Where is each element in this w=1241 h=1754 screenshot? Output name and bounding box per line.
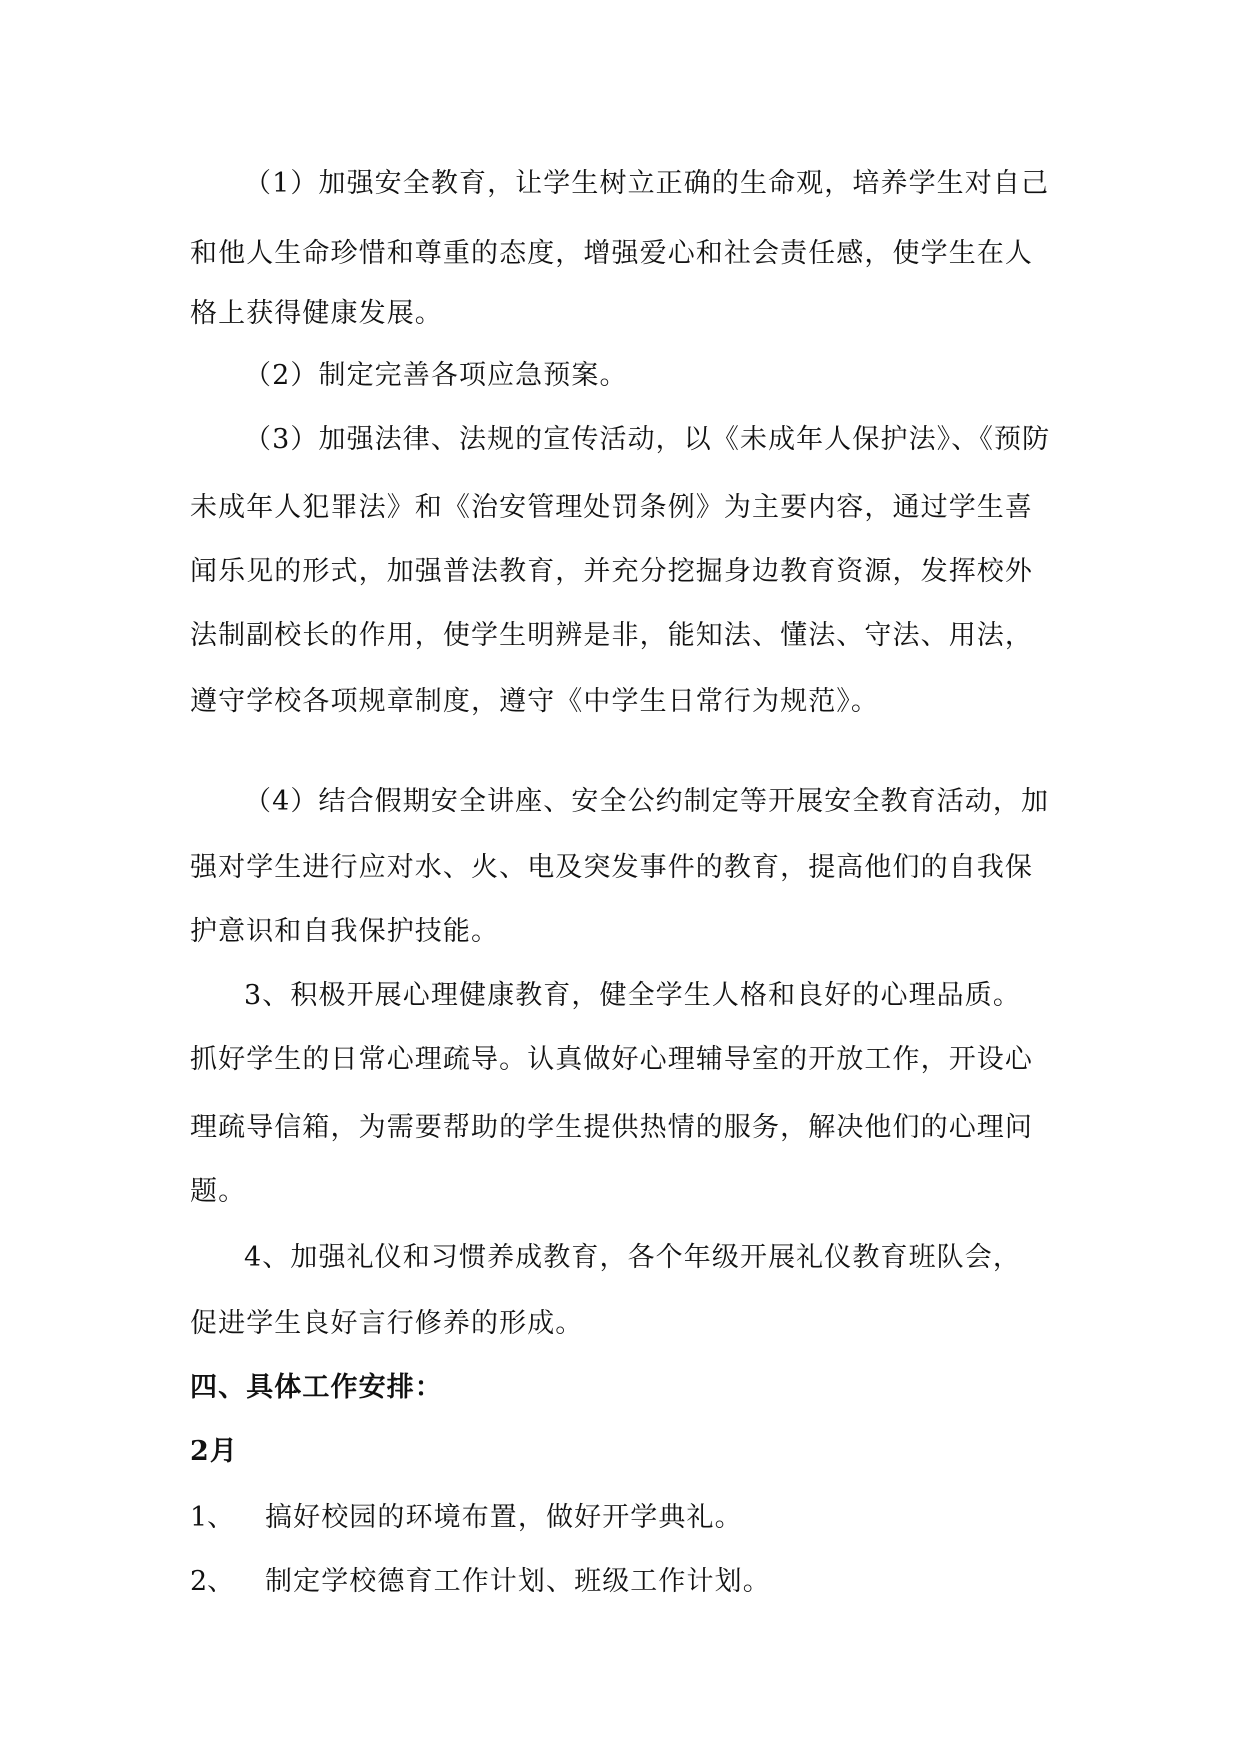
section-heading: 四、具体工作安排： (190, 1372, 443, 1403)
paragraph-5-line-3: 理疏导信箱，为需要帮助的学生提供热情的服务，解决他们的心理问 (190, 1112, 1033, 1143)
paragraph-3-line-2: 未成年人犯罪法》和《治安管理处罚条例》为主要内容，通过学生喜 (190, 492, 1033, 523)
paragraph-5-line-4: 题。 (190, 1176, 247, 1207)
month-heading: 2月 (190, 1436, 238, 1467)
task-text: 搞好校园的环境布置，做好开学典礼。 (265, 1502, 743, 1533)
task-number: 1、 (190, 1502, 235, 1533)
paragraph-1-line-3: 格上获得健康发展。 (190, 298, 443, 329)
paragraph-1-line-1: （1）加强安全教育，让学生树立正确的生命观，培养学生对自己 (244, 168, 1050, 199)
paragraph-3-line-5: 遵守学校各项规章制度，遵守《中学生日常行为规范》。 (190, 686, 879, 717)
paragraph-4-line-2: 强对学生进行应对水、火、电及突发事件的教育，提高他们的自我保 (190, 852, 1033, 883)
paragraph-6-line-2: 促进学生良好言行修养的形成。 (190, 1308, 584, 1339)
paragraph-6-line-1: 4、加强礼仪和习惯养成教育，各个年级开展礼仪教育班队会， (244, 1242, 1021, 1273)
paragraph-2-line-1: （2）制定完善各项应急预案。 (244, 360, 628, 391)
paragraph-5-line-1: 3、积极开展心理健康教育，健全学生人格和良好的心理品质。 (244, 980, 1021, 1011)
task-text: 制定学校德育工作计划、班级工作计划。 (265, 1566, 771, 1597)
paragraph-5-line-2: 抓好学生的日常心理疏导。认真做好心理辅导室的开放工作，开设心 (190, 1044, 1033, 1075)
paragraph-3-line-1: （3）加强法律、法规的宣传活动，以《未成年人保护法》、《预防 (244, 424, 1051, 455)
paragraph-3-line-3: 闻乐见的形式，加强普法教育，并充分挖掘身边教育资源，发挥校外 (190, 556, 1033, 587)
paragraph-4-line-3: 护意识和自我保护技能。 (190, 916, 500, 947)
paragraph-3-line-4: 法制副校长的作用，使学生明辨是非，能知法、懂法、守法、用法， (190, 620, 1033, 651)
paragraph-4-line-1: （4）结合假期安全讲座、安全公约制定等开展安全教育活动，加 (244, 786, 1050, 817)
task-number: 2、 (190, 1566, 235, 1597)
paragraph-1-line-2: 和他人生命珍惜和尊重的态度，增强爱心和社会责任感，使学生在人 (190, 238, 1033, 269)
